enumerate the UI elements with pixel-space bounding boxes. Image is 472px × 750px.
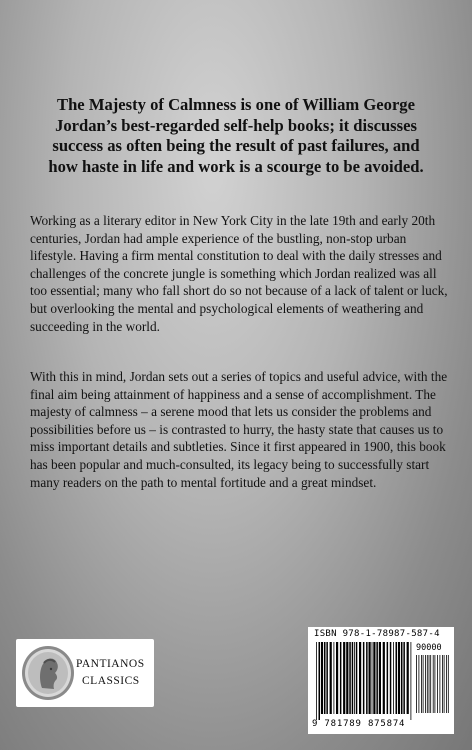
barcode-bar: [437, 655, 438, 713]
barcode-bar: [448, 655, 449, 713]
price-addon-code: 90000: [416, 643, 442, 653]
barcode-bar: [425, 655, 426, 713]
isbn-barcode: [308, 627, 454, 734]
barcode-bar: [356, 642, 358, 714]
barcode-bar: [423, 655, 424, 713]
barcode-bar: [393, 642, 394, 714]
barcode-bar: [363, 642, 365, 714]
description-paragraph-2: With this in mind, Jordan sets out a series of topics and useful advice, with the final aim being attainment of happiness and a sense of accomplishment. The majesty of calmness – a serene mood that lets us consider the problems and possibilities before us – is contrasted to hurry, the hasty state that causes us to miss important details and subtleties. Since it first appeared in 1900, this book has been popular and much-consulted, its legacy being to successfully start many readers on the path to mental fortitude and a great mindset.: [30, 369, 448, 490]
barcode-bar: [427, 655, 428, 713]
isbn-label: ISBN 978-1-78987-587-4: [314, 629, 440, 639]
barcode-bar: [446, 655, 447, 713]
barcode-bar: [396, 642, 398, 714]
barcode-bar: [359, 642, 361, 714]
barcode-bar: [354, 642, 355, 714]
barcode-bar: [435, 655, 436, 713]
cover-blurb: The Majesty of Calmness is one of William George Jordan’s best-regarded self-help books; it discusses success as often being the result of past failures, and how haste in life and work is a scourge to be avoided.: [48, 95, 424, 176]
ean-digits: 9 781789 875874: [312, 719, 406, 729]
publisher-logo-box: [16, 639, 154, 707]
barcode-bar: [324, 642, 326, 714]
barcode-bar: [330, 642, 332, 714]
barcode-bar: [346, 642, 348, 714]
barcode-bar: [349, 642, 351, 714]
barcode-bar: [376, 642, 378, 714]
barcode-bar: [411, 642, 412, 720]
barcode-bar: [336, 642, 338, 714]
barcode-bar: [321, 642, 323, 714]
barcode-bar: [334, 642, 335, 714]
barcode-bar: [407, 642, 409, 714]
barcode-bar: [340, 642, 342, 714]
barcode-bar: [401, 642, 403, 714]
barcode-bar: [372, 642, 373, 714]
barcode-bar: [419, 655, 420, 713]
addon-barcode-bars: [416, 655, 450, 719]
barcode-bar: [319, 642, 321, 720]
barcode-bars: [316, 642, 414, 720]
barcode-bar: [326, 642, 328, 714]
barcode-bar: [421, 655, 422, 713]
barcode-bar: [316, 642, 317, 720]
barcode-bar: [444, 655, 445, 713]
barcode-bar: [416, 655, 417, 713]
barcode-bar: [366, 642, 368, 714]
barcode-bar: [433, 655, 434, 713]
barcode-bar: [373, 642, 375, 714]
classical-bust-medallion-icon: [20, 644, 76, 702]
barcode-bar: [379, 642, 381, 714]
barcode-bar: [442, 655, 443, 713]
publisher-name: PANTIANOS: [76, 658, 145, 670]
publisher-subtitle: CLASSICS: [82, 675, 140, 687]
barcode-bar: [440, 655, 441, 713]
barcode-bar: [369, 642, 371, 714]
barcode-bar: [403, 642, 405, 714]
barcode-bar: [383, 642, 385, 714]
barcode-bar: [430, 655, 431, 713]
barcode-bar: [398, 642, 400, 714]
barcode-bar: [343, 642, 345, 714]
barcode-bar: [352, 642, 354, 714]
barcode-bar: [387, 642, 389, 714]
barcode-bar: [390, 642, 392, 714]
description-paragraph-1: Working as a literary editor in New York City in the late 19th and early 20th centuries, Jordan had ample experience of the bustling, non-stop urban lifestyle. Having a firm mental constitution to deal with the daily stresses and challenges of the concrete jungle is something which Jordan realized was all too essential; many who fall short do so not because of a lack of talent or luck, but overlooking the mental and psychological elements of weathering and succeeding in the world.: [30, 213, 448, 334]
barcode-bar: [429, 655, 430, 713]
